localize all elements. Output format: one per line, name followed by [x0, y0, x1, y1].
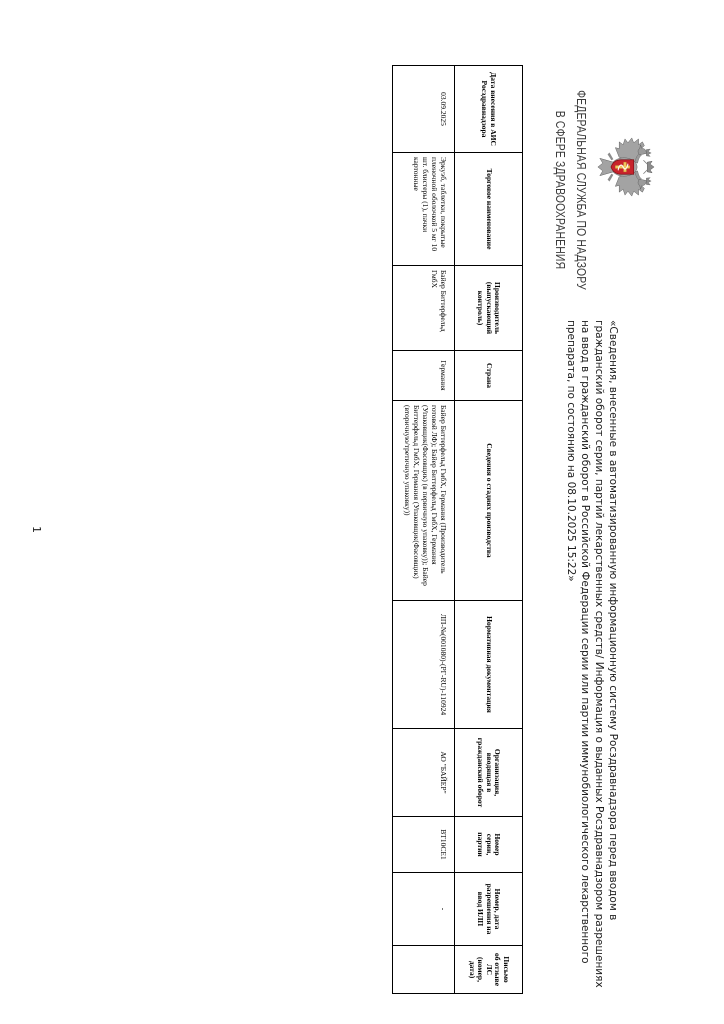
- agency-name-line: ФЕДЕРАЛЬНАЯ СЛУЖБА ПО НАДЗОРУ: [574, 90, 589, 290]
- column-header-recall-letter: Письмо об отзыве ЛС (номер, дата): [455, 946, 523, 994]
- column-header-country: Страна: [455, 351, 523, 401]
- column-header-batch-number: Номер серии, партии: [455, 817, 523, 873]
- column-header-production-stages: Сведения о стадиях производства: [455, 401, 523, 601]
- column-header-manufacturer: Производитель (выпускающий контроль): [455, 266, 523, 351]
- cell-recall-letter: [393, 946, 455, 994]
- cell-manufacturer: Байер Биттерфельд ГмбХ: [393, 266, 455, 351]
- cell-regulatory-document: ЛП-№(001080)-(РГ-RU)-110924: [393, 601, 455, 729]
- document-title: [564, 320, 620, 988]
- table-row: [393, 66, 455, 994]
- cell-trade-name: Эркуэб, таблетки, покрытые пленочной оболочкой 5 мг 10 шт. блистеры (1), пачки картонные: [393, 153, 455, 266]
- column-header-distributor: Организация, вводящая в гражданский оборот: [455, 729, 523, 817]
- column-header-regulatory-document: Нормативная документация: [455, 601, 523, 729]
- column-header-trade-name: Торговое наименование: [455, 153, 523, 266]
- cell-permit: -: [393, 873, 455, 946]
- title-line: «Сведения, внесенные в автоматизированную информационную систему Росздравнадзора перед вводом в: [607, 320, 619, 921]
- cell-production-stages: Байер Биттерфельд ГмбХ, Германия (Производитель готовой ЛФ); Байер Биттерфельд ГмбХ, Германия (Упаковщик(Фасовщик) (в первичную упаковку)); Байер Биттерфельд ГмбХ, Германия (Упаковщик(Фасовщик) (вторичную/третичную упаковку)): [393, 401, 455, 601]
- page-number: 1: [30, 526, 43, 533]
- column-header-permit: Номер, дата разрешения на ввод ИЛП: [455, 873, 523, 946]
- agency-name-line: В СФЕРЕ ЗДРАВООХРАНЕНИЯ: [553, 110, 568, 270]
- cell-batch-number: BT10CE1: [393, 817, 455, 873]
- agency-name: [550, 86, 592, 294]
- cell-distributor: АО "БАЙЕР": [393, 729, 455, 817]
- header-row: [455, 66, 523, 994]
- cell-country: Германия: [393, 351, 455, 401]
- title-line: препарата, по состоянию на 08.10.2025 15:22»: [565, 320, 577, 582]
- agency-emblem: [594, 136, 656, 198]
- column-header-date: Дата внесения в АИС Росздравнадзора: [455, 66, 523, 153]
- table-body: [393, 66, 455, 994]
- table-head: [455, 66, 523, 994]
- registry-table: [392, 65, 523, 994]
- double-headed-eagle-icon: [594, 136, 656, 198]
- title-line: на ввод в гражданский оборот в Российской Федерации серии или партии иммунобиологического лекарственного: [579, 320, 591, 964]
- cell-date: 03.09.2025: [393, 66, 455, 153]
- title-line: гражданский оборот серии, партий лекарственных средств/ Информация о выданных Росздравнадзором разрешениях: [593, 320, 605, 988]
